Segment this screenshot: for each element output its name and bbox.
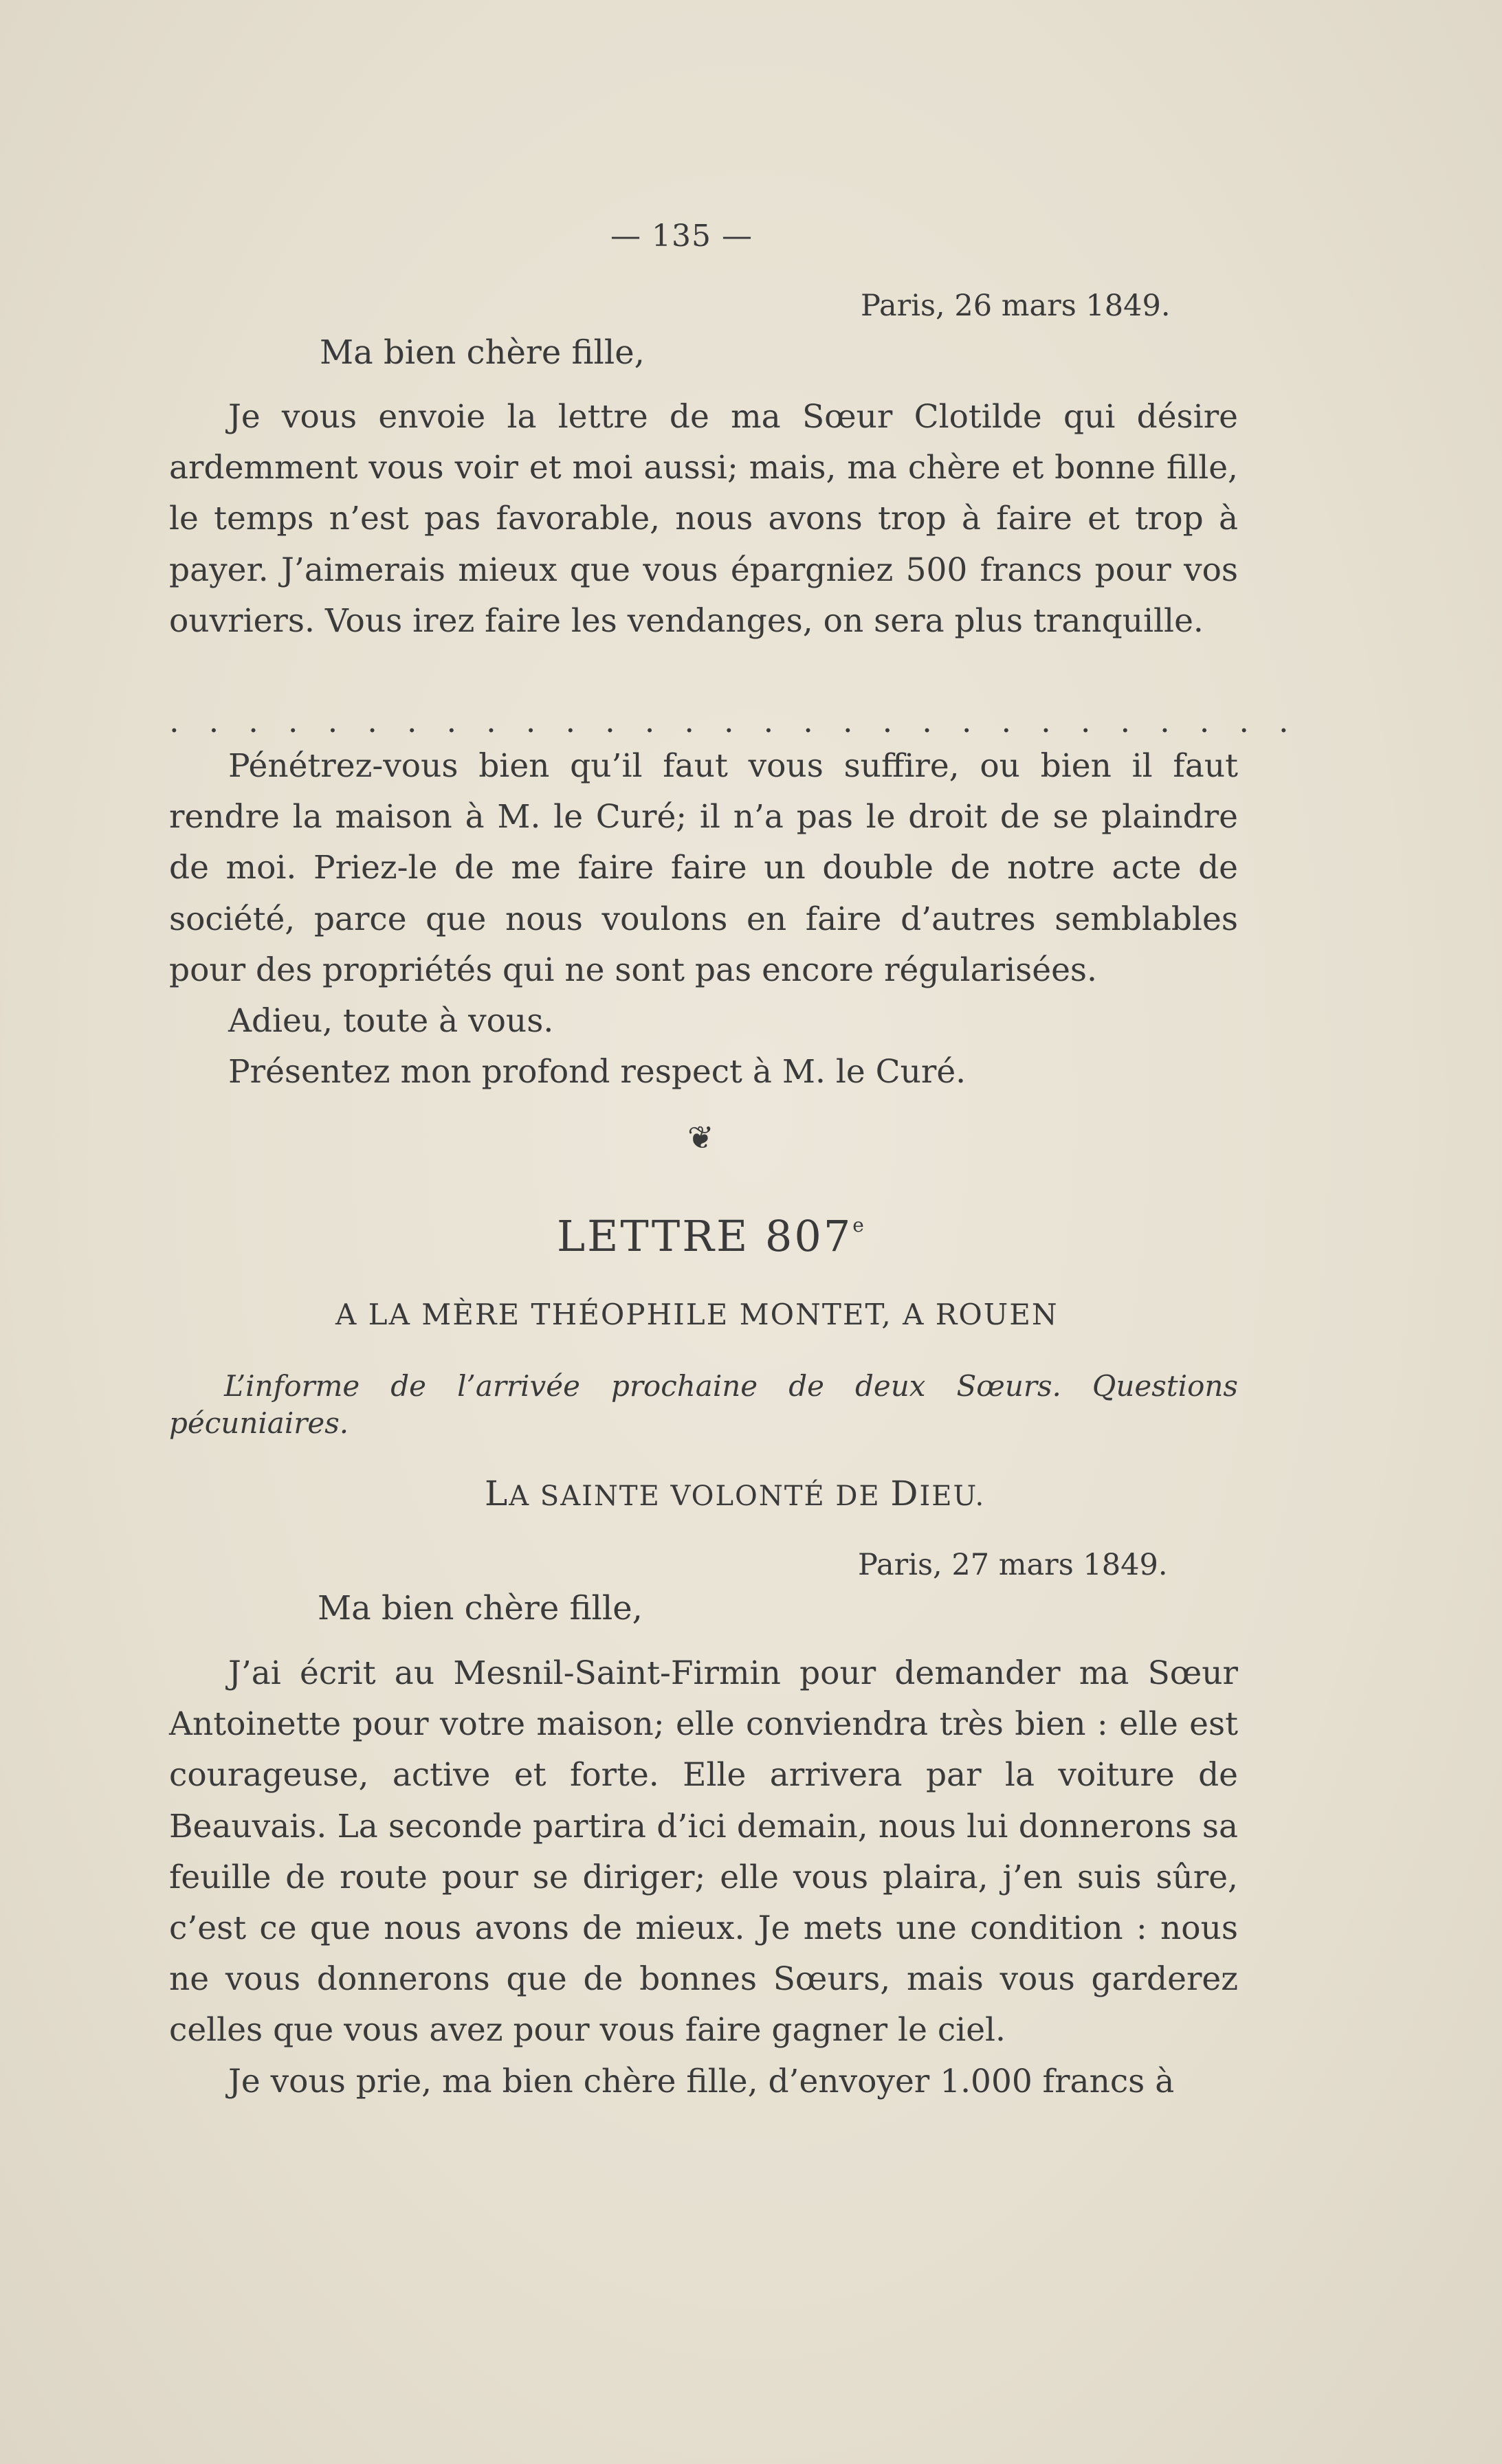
- motto-part: A SAINTE VOLONTÉ DE: [509, 1480, 891, 1512]
- letter-recipient: A LA MÈRE THÉOPHILE MONTET, A ROUEN: [335, 1298, 1059, 1331]
- letter1-dateline: Paris, 26 mars 1849.: [861, 289, 1171, 323]
- motto-part: IEU.: [919, 1480, 986, 1512]
- ellipsis-line: . . . . . . . . . . . . . . . . . . . . . . . . . . . . .: [169, 702, 1299, 740]
- page-number: — 135 —: [610, 219, 753, 254]
- letter2-salutation: Ma bien chère fille,: [318, 1589, 643, 1628]
- letter1-paragraph: Adieu, toute à vous.: [228, 1002, 554, 1041]
- letter2-dateline: Paris, 27 mars 1849.: [858, 1548, 1168, 1582]
- letter-title: [557, 1211, 864, 1261]
- letter-title-text: LETTRE 807: [557, 1211, 853, 1261]
- letter1-paragraph: Pénétrez-vous bien qu’il faut vous suffire, ou bien il faut rendre la maison à M. le Curé; il n’a pas le droit de se plaindre de moi. Priez-le de me faire faire un double de notre acte de société, parce que nous voulons en faire d’autres semblables pour des propriétés qui ne sont pas encore régularisées.: [169, 747, 1238, 989]
- letter1-body: [169, 392, 1238, 647]
- letter1-paragraph: Je vous envoie la lettre de ma Sœur Clotilde qui désire ardemment vous voir et moi aussi; mais, ma chère et bonne fille, le temps n’est pas favorable, nous avons trop à faire et trop à payer. J’aimerais mieux que vous épargniez 500 francs pour vos ouvriers. Vous irez faire les vendanges, on sera plus tranquille.: [169, 398, 1238, 640]
- letter1-salutation: Ma bien chère fille,: [320, 333, 645, 372]
- fleuron-ornament-icon: ❦: [687, 1119, 714, 1156]
- motto-part: L: [485, 1474, 509, 1513]
- motto: [485, 1474, 985, 1513]
- motto-part: D: [890, 1474, 920, 1513]
- letter-summary-block: [169, 1368, 1238, 1442]
- letter1-body-continued: [169, 741, 1238, 1098]
- letter2-paragraph: J’ai écrit au Mesnil-Saint-Firmin pour demander ma Sœur Antoinette pour votre maison; elle conviendra très bien : elle est courageuse, active et forte. Elle arrivera par la voiture de Beauvais. La seconde partira d’ici demain, nous lui donnerons sa feuille de route pour se diriger; elle vous plaira, j’en suis sûre, c’est ce que nous avons de mieux. Je mets une condition : nous ne vous donnerons que de bonnes Sœurs, mais vous garderez celles que vous avez pour vous faire gagner le ciel.: [169, 1654, 1238, 2050]
- letter2-paragraph: Je vous prie, ma bien chère fille, d’envoyer 1.000 francs à: [228, 2062, 1175, 2100]
- letter-summary: L’informe de l’arrivée prochaine de deux Sœurs. Questions pécuniaires.: [169, 1369, 1238, 1440]
- letter2-body: [169, 1648, 1238, 2107]
- letter-title-suffix: e: [852, 1214, 864, 1236]
- letter1-paragraph: Présentez mon profond respect à M. le Curé.: [228, 1053, 967, 1091]
